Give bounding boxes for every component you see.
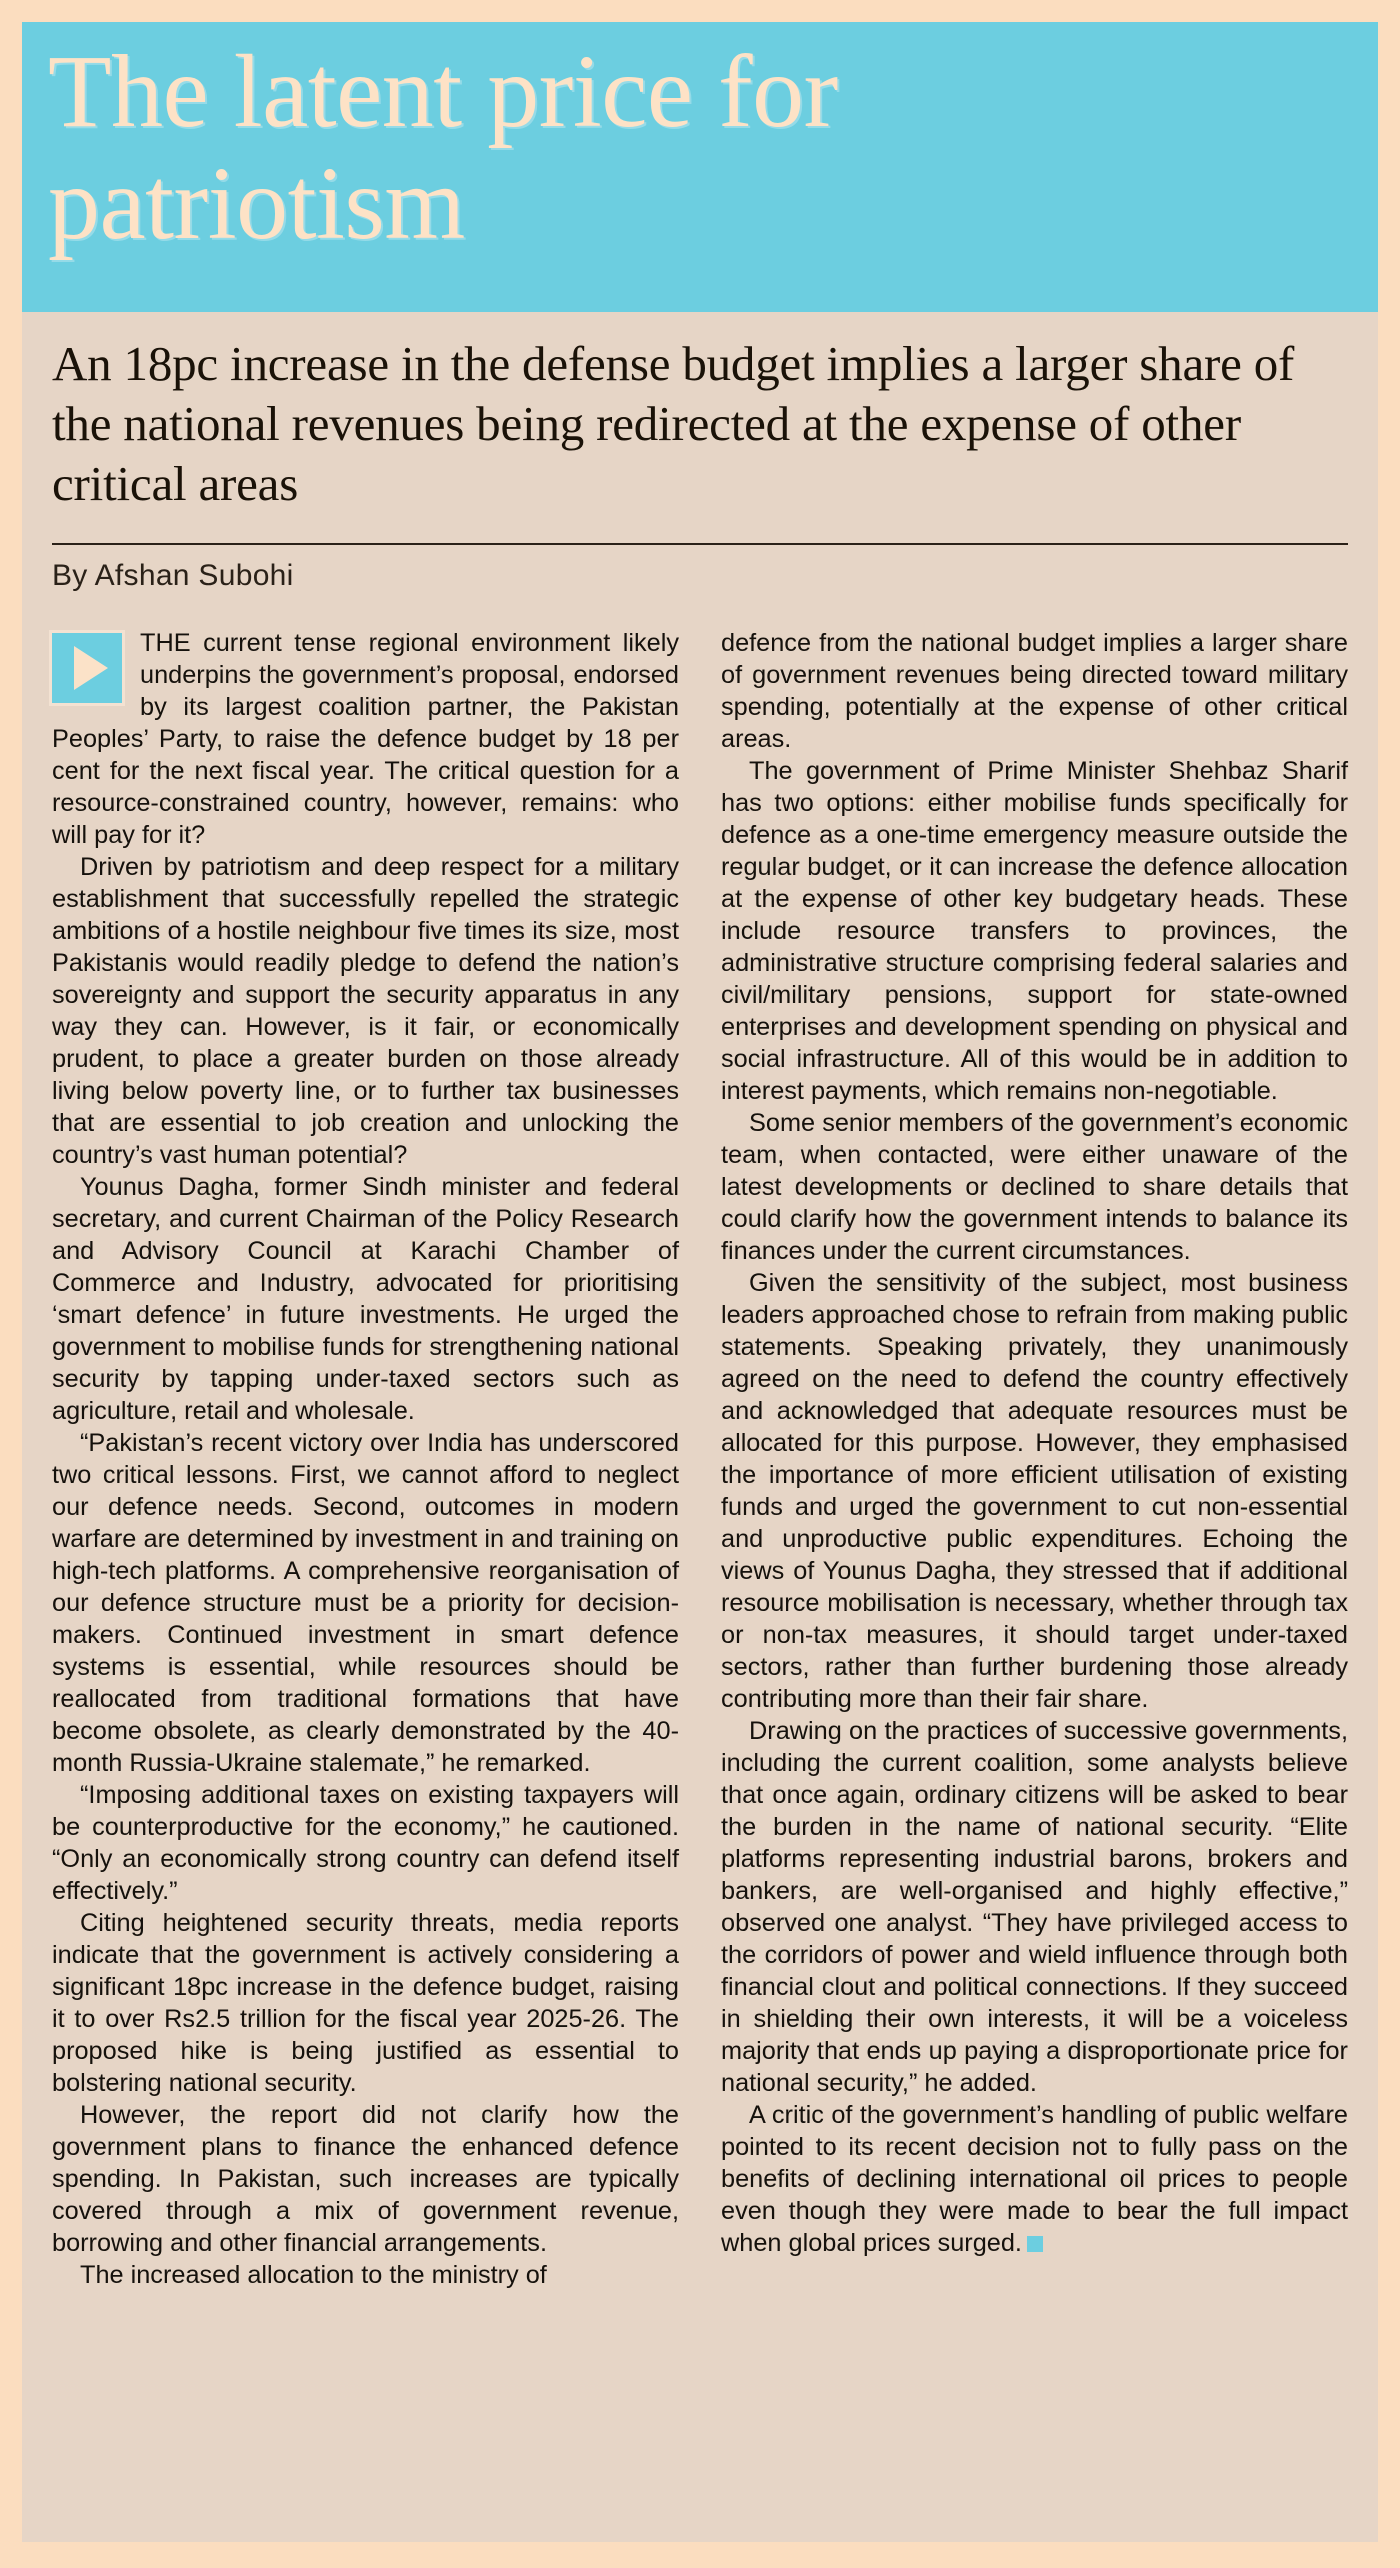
paragraph xyxy=(721,2099,1348,2259)
paragraph: Younus Dagha, former Sindh minister and federal secretary, and current Chairman of the Policy Research and Advisory Council at Karachi Chamber of Commerce and Industry, advocated for prioritising ‘smart defence’ in future investments. He urged the government to mobilise funds for strengthening national security by tapping under-taxed sectors such as agriculture, retail and wholesale. xyxy=(52,1173,679,1426)
paragraph: The government of Prime Minister Shehbaz Sharif has two options: either mobilise funds specifically for defence as a one-time emergency measure outside the regular budget, or it can increase the defence allocation at the expense of other key budgetary heads. These include resource transfers to provinces, the administrative structure comprising federal salaries and civil/military pensions, support for state-owned enterprises and development spending on physical and social infrastructure. All of this would be in addition to interest payments, which remains non-negotiable. xyxy=(721,757,1348,1106)
paragraph: “Pakistan’s recent victory over India has underscored two critical lessons. First, we cannot afford to neglect our defence needs. Second, outcomes in modern warfare are determined by investment in and training on high-tech platforms. A comprehensive reorganisation of our defence structure must be a priority for decision-makers. Continued investment in smart defence systems is essential, while resources should be reallocated from traditional formations that have become obsolete, as clearly demonstrated by the 40-month Russia-Ukraine stalemate,” he remarked. xyxy=(52,1429,679,1778)
headline-banner xyxy=(22,22,1378,312)
byline-container xyxy=(22,545,1378,593)
square-endmark-icon xyxy=(1027,2236,1043,2252)
article-sheet xyxy=(22,22,1378,2542)
standfirst-container xyxy=(22,312,1378,513)
byline: By Afshan Subohi xyxy=(52,559,294,593)
paragraph: Some senior members of the government’s economic team, when contacted, were either unaware of the latest developments or declined to share details that could clarify how the government intends to balance its finances under the current circumstances. xyxy=(721,1109,1348,1266)
article-column-right xyxy=(721,627,1348,2291)
page-title: The latent price for patriotism xyxy=(48,34,838,262)
paragraph xyxy=(52,627,679,851)
paragraph: “Imposing additional taxes on existing taxpayers will be counterproductive for the economy,” he cautioned. “Only an economically strong country can defend itself effectively.” xyxy=(52,1781,679,1906)
paragraph: Drawing on the practices of successive governments, including the current coalition, some analysts believe that once again, ordinary citizens will be asked to bear the burden in the name of national security. “Elite platforms representing industrial barons, brokers and bankers, are well-organised and highly effective,” observed one analyst. “They have privileged access to the corridors of power and wield influence through both financial clout and political connections. If they succeed in shielding their own interests, it will be a voiceless majority that ends up paying a disproportionate price for national security,” he added. xyxy=(721,1717,1348,2098)
paragraph: Given the sensitivity of the subject, most business leaders approached chose to refrain from making public statements. Speaking privately, they unanimously agreed on the need to defend the country effectively and acknowledged that adequate resources must be allocated for this purpose. However, they emphasised the importance of more efficient utilisation of existing funds and urged the government to cut non-essential and unproductive public expenditures. Echoing the views of Younus Dagha, they stressed that if additional resource mobilisation is necessary, whether through tax or non-tax measures, it should target under-taxed sectors, rather than further burdening those already contributing more than their fair share. xyxy=(721,1269,1348,1714)
paragraph: defence from the national budget implies a larger share of government revenues being directed toward military spending, potentially at the expense of other critical areas. xyxy=(721,629,1348,754)
article-body xyxy=(22,593,1378,2291)
paragraph-text: A critic of the government’s handling of public welfare pointed to its recent decision not to fully pass on the benefits of declining international oil prices to people even though they were made to bear the full impact when global prices surged. xyxy=(721,2101,1348,2258)
paragraph: However, the report did not clarify how the government plans to finance the enhanced defence spending. In Pakistan, such increases are typically covered through a mix of government revenue, borrowing and other financial arrangements. xyxy=(52,2101,679,2258)
standfirst: An 18pc increase in the defense budget implies a larger share of the national revenues being redirected at the expense of other critical areas xyxy=(52,336,1295,511)
article-column-left xyxy=(52,627,679,2291)
paragraph: Driven by patriotism and deep respect for a military establishment that successfully repelled the strategic ambitions of a hostile neighbour five times its size, most Pakistanis would readily pledge to defend the nation’s sovereignty and support the security apparatus in any way they can. However, is it fair, or economically prudent, to place a greater burden on those already living below poverty line, or to further tax businesses that are essential to job creation and unlocking the country’s vast human potential? xyxy=(52,853,679,1170)
paragraph-text: THE current tense regional environment likely underpins the government’s proposal, endorsed by its largest coalition partner, the Pakistan Peoples’ Party, to raise the defence budget by 18 per cent for the next fiscal year. The critical question for a resource-constrained country, however, remains: who will pay for it? xyxy=(52,629,679,850)
paragraph: The increased allocation to the ministry of xyxy=(80,2261,547,2290)
play-triangle-icon xyxy=(52,633,122,703)
paragraph: Citing heightened security threats, media reports indicate that the government is actively considering a significant 18pc increase in the defence budget, raising it to over Rs2.5 trillion for the fiscal year 2025-26. The proposed hike is being justified as essential to bolstering national security. xyxy=(52,1909,679,2098)
